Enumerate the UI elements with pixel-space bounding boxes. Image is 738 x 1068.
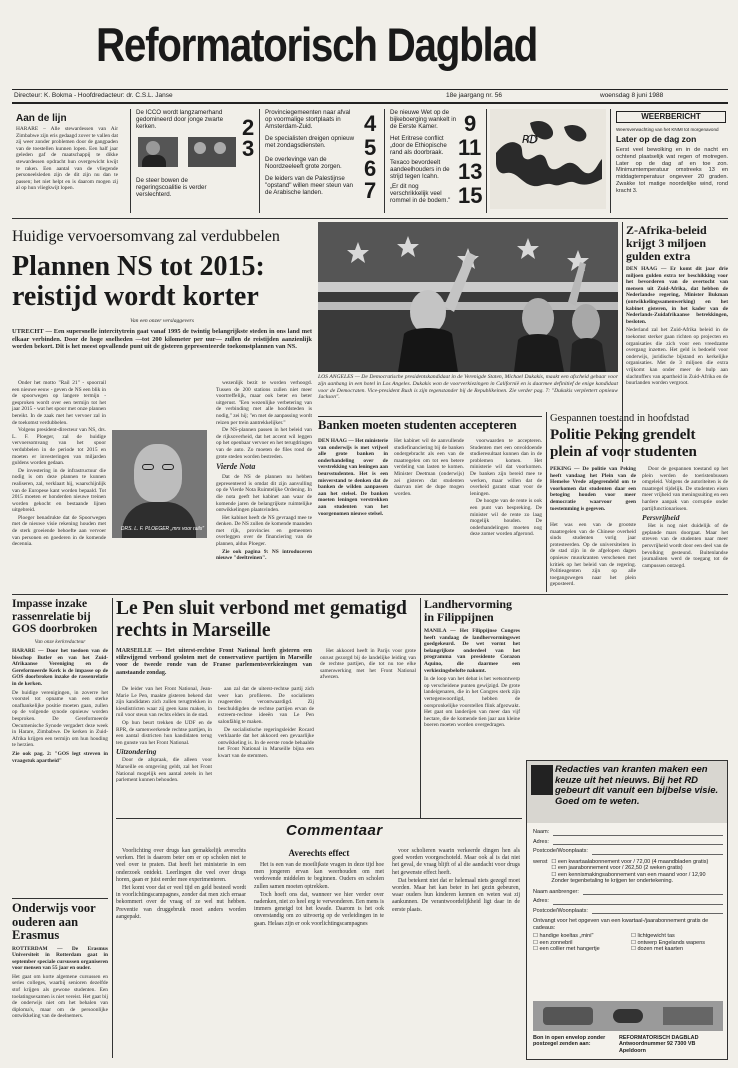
lepen-col1 — [116, 686, 212, 785]
gos-article — [12, 598, 108, 898]
page-number-7: 7 — [364, 178, 377, 203]
ad-field-name[interactable]: Naam: — [533, 829, 723, 836]
banken-body2: voorwaarden te accepteren. Studenten met een onvoldoende studieresultaat kunnen dan in de problemen komen. Het ministerie wil dat voorkomen. De banken zijn bereid mee te werken, maar willen dat de overheid garant staat voor de leningen. — [470, 438, 542, 497]
filipijnen-article — [424, 598, 520, 816]
commentaar-title: Averechts effect — [288, 848, 350, 858]
page-number-2: 2 — [242, 115, 255, 140]
ns-col1 — [12, 380, 106, 549]
ns-body2: Volgens president-directeur van NS, drs. L. F. Ploeger, zal de huidige vervoersomvang van het spoor verdubbelen in de periode tot 2015 en moeten er investeringen van miljarden guldens worden gedaan. — [12, 427, 106, 467]
ns-article — [12, 222, 312, 592]
weather-label: WEERBERICHT — [616, 111, 726, 123]
commentaar-text6: Dat betekent niet dat er helemaal niets gezegd moet worden. Maar het kan beter in het gezin gebeuren, waar ouders hun kinderen kennen en weten wat zij aankunnen. De verantwoordelijkheid ligt daar in de eerste plaats. — [392, 877, 520, 913]
peking-lead: PEKING — De politie van Peking heeft vandaag het Plein van de Hemelse Vrede afgegrendeld om te voorkomen dat studenten daar een betoging houden voor meer democratie waarvoor geen toestemming is gegeven. — [550, 466, 636, 512]
ns-ploeger-photo — [112, 430, 207, 538]
commentaar-col1 — [116, 848, 246, 922]
ad-field-postcode2[interactable]: Postcode/Woonplaats: — [533, 908, 723, 915]
ns-col3 — [216, 380, 312, 563]
banken-body1: Het kabinet wil de aanvullende studiefinanciering bij de banken ondergebracht als een van de maatregelen om tot een betere verdeling van lasten te komen. Minister Deetman (onderwijs) zei gisteren dat studenten daarvan niet de dupe mogen worden. — [394, 438, 464, 497]
lepen-body1: De leider van het Front National, Jean-Marie Le Pen, maakte gisteren bekend dat zijn kandidaten zich zullen terugtrekken in kiesdistricten waar zij geen kans maken, in ruil voor steun van rechts elders in de stad. — [116, 686, 212, 719]
ad-option-1[interactable]: ☐ een kwartaalabonnement voor / 72,00 (4 maandbladen gratis) — [551, 858, 709, 865]
teaser-title-lijn: Aan de lijn — [16, 113, 67, 124]
page-number-13: 13 — [458, 159, 483, 184]
teaser-noordzee: De overlevinge van de Noordzeeleeft grote zorgen. — [265, 156, 342, 171]
ad-gift-option[interactable]: ☐ een zonnebril — [533, 939, 573, 946]
erasmus-headline: Onderwijs voor ouderen aan Erasmus — [12, 901, 96, 942]
ad-field-address2[interactable]: Adres: — [533, 898, 723, 905]
ad-gift-option[interactable]: ☐ lichtgewicht tas — [631, 933, 675, 939]
commentaar-text1: Voorlichting over drugs kan gemakkelijk averechts werken. Het is daarom beter om er op scholen niet te veel over te praten. Dat heeft het ministerie in een onderzoek ontdekt. Leerlingen die veel over drugs horen, gaan er juist eerder mee experimenteren. — [116, 848, 246, 883]
zafrika-article — [626, 224, 728, 387]
gos-see: Zie ook pag. 2: "GOS legt streven in vraagstuk apartheid" — [12, 751, 108, 764]
la-photo — [318, 222, 618, 372]
banken-body3: De hoogte van de rente is ook een punt van bespreking. De minister wil de rente zo laag mogelijk houden. De onderhandelingen moeten nog deze zomer worden afgerond. — [470, 498, 542, 538]
ad-headline[interactable]: Redacties van kranten maken een keuze uit het nieuws. Bij het RD gebeurt dit vanuit een bijbelse visie. Goed om te weten. — [555, 764, 719, 807]
page-number-6: 6 — [364, 156, 377, 181]
masthead-directors: Directeur: K. Bokma - Hoofdredacteur: dr. C.S.L. Janse — [14, 92, 173, 99]
commentaar-text5: voor scholieren waarin verkeerde dingen hen als goed worden voorgeschoteld. Maar ook al is dat niet het geval, de vraag blijft of al die aandacht voor drugs het gewenste effect heeft. — [392, 848, 520, 876]
zafrika-body: Nederland zal het Zuid-Afrika beleid in de toekomst sterker gaan richten op projecten en organisaties die zich voor een vreedzame overgang inzetten. Het geld is bedoeld voor onderwijs, juridische bijstand en kerkelijke organisaties. Met de 3 miljoen die extra vrijkomt kan onder meer de hulp aan slachtoffers van apartheid in Zuid-Afrika en de buurlanden worden vergroot. — [626, 327, 728, 387]
ad-gift-text: Ontvangt voor het opgeven van een kwartaal-/jaarabonnement gratis de cadeaus: — [533, 918, 709, 931]
peking-body2: Door de gespannen toestand op het plein werden de toeristenbussen omgeleid. Volgens de autoriteiten is de maatregel tijdelijk. De studenten eisen meer vrijheid van meningsuiting en een hardere aanpak van corruptie onder partijfunctionarissen. — [642, 466, 728, 512]
ns-vierde-nota: Vierde Nota — [216, 462, 256, 472]
lepen-body6: Het akkoord heeft in Parijs voor grote onrust gezorgd bij de landelijke leiding van de rechtse partijen, die tot nu toe elke samenwerking met het Front National afwezen. — [320, 648, 416, 681]
ns-body3: De investering in de infrastructuur die nodig is om deze plannen te kunnen realiseren, zal, verklaart hij, waarschijnlijk van de Europese kant worden bepaald. Tot 2015 moeten er honderden nieuwe treinen worden gekocht en bestaande lijnen uitgebreid. — [12, 467, 106, 514]
ad-option-2[interactable]: ☐ een jaarabonnement voor / 262,50 (2 weken gratis) — [551, 865, 683, 871]
lepen-col3 — [320, 648, 416, 682]
teaser-texaco: Texaco bevordeelt aandeelhouders in de strijd tegen Icahn. — [390, 159, 450, 181]
banken-article — [318, 418, 542, 592]
ad-footer-label: Bon in open envelop zonder postzegel zenden aan: — [533, 1035, 606, 1048]
lepen-article — [116, 598, 416, 816]
page-number-11: 11 — [458, 135, 482, 160]
commentaar-label: Commentaar — [286, 822, 383, 839]
ad-banner — [527, 761, 728, 823]
ns-body6: De NS-plannen passen in het beleid van de rijksoverheid, dat het accent wil leggen op het openbaar vervoer en het terugdringen van de auto. Zo moeten de files rond de grote steden worden bestreden. — [216, 427, 312, 460]
weather-text: Eerst veel bewolking en in de nacht en ochtend plaatselijk wat regen of motregen. Later op de dag af en toe zon. Minimumtemperatuur omstreeks 13 en middagtemperatuur ongeveer 20 graden. Zwakke tot matige noordelijke wind, rond kracht 3. — [616, 147, 728, 194]
teaser-eritrese: Het Eritrese conflict „door de Ethiopische rand als doorbraak. — [390, 135, 447, 157]
ad-r-mark — [531, 765, 553, 795]
teaser-lijn-text: HARARE – Alle stewardessen van Air Zimbabwe zijn eris gedaagd zover te vallen dat zij weer zonder problemen door de gangpaden van de toestellen kunnen lopen. Een half jaar geleden gaf de maatschappij te dikke stewardessen opdracht hun overgewicht kwijt te raken. Een aantal van de vliegende personeelsleden zijn de dit zijn nu dan te passen; het niet helpt en is daarom mogen zij al op hun vliegkwijt lopen. — [16, 126, 118, 192]
zafrika-lead: DEN HAAG — Er komt dit jaar drie miljoen gulden extra ter beschikking voor het bevorderen van de overtocht van mensen uit Zuid-Afrika, dat hebben de Nederlandse regering, Minister Bukman (ontwikkelingssamenwerking) en het kabinet gisteren, in het kader van de Nederlands-Zuidafrikaanse betrekkingen, besloten. — [626, 266, 728, 325]
filipijnen-headline: Landhervorming in Filippijnen — [424, 597, 513, 624]
lepen-headline: Le Pen sluit verbond met gematigd rechts in Marseille — [116, 598, 407, 641]
weather-headline: Later op de dag zon — [616, 134, 697, 144]
lepen-body2: Op hun beurt trekken de UDF en de RPR, de samenwerkende rechtse partijen, in een aantal districten hun kandidaten terug ten gunste van het Front National. — [116, 719, 212, 746]
ns-body4: Ploeger benadrukte dat de Spoorwegen met de nieuwe visie rekening houden met de sterk groeiende behoefte aan vervoer van personen en goederen in de komende decennia. — [12, 514, 106, 548]
page-number-4: 4 — [364, 111, 377, 136]
teaser-icco: De ICCO wordt langzamerhand gedomineerd door jonge zwarte kerken. — [136, 109, 224, 131]
masthead-date: woensdag 8 juni 1988 — [600, 92, 664, 99]
page-number-15: 15 — [458, 183, 483, 208]
commentaar-text4: Toch hoeft ons dat, wanneer we hier verder over nadenken, niet zo heel erg te verwonderen. Een mens is immers geneigd tot het kwade. Daarom is het ook onverstandig om zo uitvoerig op de verleidingen in te gaan. Helaas zijn er ook voorlichtingscampagnes — [254, 891, 384, 927]
peking-body3: Het is nog niet duidelijk of de geplande mars doorgaat. Maar het streven van de studenten naar meer persvrijheid wordt door een deel van de bevolking gesteund. Buitenlandse journalisten werd de toegang tot de campussen ontzegd. — [642, 523, 728, 569]
ad-option-3[interactable]: ☐ een kennismakingsabonnement van een maand voor / 12,90 — [551, 871, 706, 878]
page-number-9: 9 — [464, 111, 477, 136]
ad-gift-option[interactable]: ☐ dozen met kaarten — [631, 946, 684, 952]
masthead-volume: 18e jaargang nr. 56 — [446, 92, 503, 99]
erasmus-lead: ROTTERDAM — De Erasmus Universiteit in Rotterdam gaat in september speciale cursussen organiseren voor mensen van 55 jaar en ouder. — [12, 945, 108, 972]
peking-col2 — [642, 466, 728, 570]
ad-gift-option[interactable]: ☐ handige koeltas „mini" — [533, 933, 594, 939]
teaser-afval: Provinciegemeenten naar afval op voormalige stortplaats in Amsterdam-Zuid. — [265, 109, 351, 131]
commentaar-text2: Het komt voor dat er veel tijd en geld besteed wordt in voorlichtingscampagnes, zonder dat men zich ernaar bekommert over de vraag of ze wel nut hebben. Preventie van druggebruik moet anders worden aangepakt. — [116, 885, 246, 920]
la-caption: LOS ANGELES — De Democratische presidentskandidaat in de Verenigde Staten, Michael Dukakis, maakt een afscheid gebaar voor zijn aanhang in een hotel in Los Angeles. Dukakis won de voorverkiezingen in Californië en is daarmee definitief de enige kandidaat voor de Democraten. Vice-president Bush is zijn tegenstander bij de Republikeinen. Zie verder pag. 7: "Dukakis verplettert opnieuw Jackson". — [318, 374, 618, 401]
ns-see: Zie ook pagina 9: NS introduceren nieuwe "deeltreinen". — [216, 548, 312, 562]
masthead-title: Reformatorisch Dagblad — [96, 18, 538, 71]
commentaar — [116, 820, 522, 1060]
masthead — [0, 0, 738, 108]
peking-persvrijheid: Persvrijheid — [642, 513, 680, 523]
banken-col3 — [470, 438, 542, 539]
erasmus-body: Het gaat om korte algemene cursussen en series colleges, waarbij senioren dezelfde stof krijgen als gewone studenten. Een toelatingsexamen is niet vereist. Het gaat bij de onderwijs niet om het behalen van diploma's, maar om de persoonlijke ontwikkeling van de deelnemers. — [12, 973, 108, 1020]
lepen-lead: MARSEILLE — Het uiterst-rechtse Front National heeft gisteren een stilzwijgend verbond gesloten met de conservatieve partijen in Marseille voor de tweede ronde van de Franse parlementsverkiezingen van aanstaande zondag. — [116, 648, 312, 676]
filipijnen-lead: MANILA — Het Filippijnse Congres heeft vandaag de landhervormingswet goedgekeurd. De wet vormt het belangrijkste onderdeel van het programma van presidente Corazon Aquino, die daarmee een verkiezingsbelofte nakomt. — [424, 628, 520, 674]
ns-byline: Van een onzer verslaggevers — [130, 318, 194, 324]
erasmus-article — [12, 902, 108, 1062]
ns-body8: Het kabinet heeft de NS gevraagd mee te denken. De NS zullen de komende maanden met rijk, provincies en gemeenten overleggen over de financiering van de plannen, aldus Ploeger. — [216, 514, 312, 548]
ns-lead: UTRECHT — Een supersnelle intercitytrein gaat vanaf 1995 de twintig belangrijkste steden in ons land met elkaar verbinden. Door de hoge snelheden —tot 200 kilometer per uur— zullen de reistijden aanzienlijk worden bekort. Dit is het meest opvallende punt uit de gisteren gepresenteerde toekomstplannen van NS. — [12, 328, 312, 351]
peking-headline: Politie Peking grendelt plein af voor studenten — [550, 427, 697, 460]
teaser-steer: De steer bowen de regeringscoalitie is verder verslechterd. — [136, 177, 207, 199]
gos-headline: Impasse inzake rassenrelatie bij GOS doorbroken — [12, 598, 98, 635]
page-number-3: 3 — [242, 136, 255, 161]
teaser-specialisten: De specialisten dreigen opnieuw met zondagsdiensten. — [265, 135, 355, 150]
page-number-5: 5 — [364, 135, 377, 160]
gos-byline: Van onze kerkredacteur — [34, 638, 86, 645]
ns-body7: Dat de NS de plannen nu hebben gepresenteerd is omdat dit zijn aanvulling op de Vierde Nota Ruimtelijke Ordening. In die nota geeft het kabinet aan waar de komende jaren de belangrijkste ruimtelijke ontwikkelingen plaatsvinden. — [216, 474, 312, 514]
ad-gift-option[interactable]: ☐ ontwerp Engelands wapens — [631, 939, 706, 946]
filipijnen-body: In de loop van het debat is het wetsontwerp op verscheidene punten gewijzigd. De grote landeigenaren, die in het Congres sterk zijn vertegenwoordigd, hebben de oorspronkelijke voorstellen flink afgezwakt. Het gaat om landerijen van meer dan vijf hectare, die de komende tien jaar aan kleine boeren moeten worden overgedragen. — [424, 676, 520, 729]
ns-headline: Plannen NS tot 2015: reistijd wordt korter — [12, 251, 265, 312]
lepen-body4: aan zal dat de uiterst-rechtse partij zich weer kan profileren. De socialisten reageerden verontwaardigd. Zij beschuldigden de rechtse partijen ervan de extreem-rechtse ideeën van Le Pen salonfähig te maken. — [218, 686, 314, 725]
teaser-palestijnse: De leiders van de Palestijnse "opstand" willen meer steun van de Arabische landen. — [265, 175, 353, 197]
globe-graphic — [490, 109, 606, 209]
subscription-ad — [526, 760, 728, 1060]
commentaar-text3: Het is een van de moeilijkste vragen in deze tijd hoe men jongeren ervan kan weerhouden om met verdovende middelen te beginnen. Ouders en scholen zullen samen moeten optrekken. — [254, 862, 384, 890]
teaser-photo-steer — [188, 137, 236, 167]
lepen-uitzondering: Uitzondering — [116, 747, 157, 757]
ad-field-postcode[interactable]: Postcode/Woonplaats: — [533, 848, 723, 855]
ad-option-4: Zonder tegenbetaling te krijgen ter ondertekening. — [551, 878, 674, 884]
teaser-rommel: „Er dit nog verschrikkelijk veel rommel in de bodem." — [390, 183, 451, 205]
commentaar-col3 — [392, 848, 520, 915]
ad-wenst-label: wenst — [533, 858, 548, 865]
lepen-col2 — [218, 686, 314, 761]
banken-lead: DEN HAAG — Het ministerie van onderwijs is met vrijwel alle grote banken in onderhandeling over de verstrekking van leningen aan beursstudenten. Het is een misverstand te denken dat de banken de wilden aanpassen aan het stelsel. De banken moeten leningen verstrekken aan studenten van het voorgenomen nieuwe stelsel. — [318, 438, 388, 517]
teaser-photo-icco — [138, 137, 178, 167]
ad-gift-option[interactable]: ☐ een collier met hangertje — [533, 946, 600, 952]
lepen-body5: De socialistische regeringsleider Rocard verklaarde dat het akkoord een gevaarlijke ontwikkeling is. In de eerste ronde behaalde het Front National in Marseille bijna een kwart van de stemmen. — [218, 726, 314, 759]
peking-body1: Het was een van de grootste maatregelen van de Chinese overheid sinds studenten vorig jaar protesteerden. Op de universiteiten in de stad zijn in de afgelopen dagen opnieuw muurkranten verschenen met kritiek op het beleid van de regering. Politieagenten zijn op alle toegangswegen naar het plein geposteerd. — [550, 522, 636, 588]
lepen-body3: Door de afspraak, die alleen voor Marseille en omgeving geldt, zal het Front National mogelijk een aantal zetels in het parlement kunnen behouden. — [116, 757, 212, 784]
teaser-bijkeboer: De nieuwe Wet op de bijkeboerging wankelt in de Eerste Kamer. — [390, 109, 457, 131]
ad-field-address[interactable]: Adres: — [533, 839, 723, 846]
ad-form — [533, 829, 723, 953]
gos-lead: HARARE — Door het toedoen van de bisschop Butler en van het Zuid-Afrikaanse Vereniging en de Gereformeerde Kerk is de impasse op de GOS doorbroken inzake de rassenrelatie in de kerken. — [12, 648, 108, 688]
ns-photo-caption: DRS. L. F. PLOEGER „mrs voor rails" — [120, 526, 204, 532]
teaser-strip — [12, 107, 728, 217]
ns-body5: wezenlijk bezit te worden verhoogd. Tussen de 200 stations zullen niet meer voortreffelijk, maar ook beter en beter uitgerust. "Een wezenlijke verbetering van de verbinding met alle hoofdsteden is nodig," zei hij; "en met de aanpassing wordt reizen per trein aantrekkelijker." — [216, 380, 312, 426]
peking-kicker: Gespannen toestand in hoofdstad — [550, 413, 690, 424]
zafrika-headline: Z-Afrika-beleid krijgt 3 miljoen gulden extra — [626, 223, 707, 263]
ad-product-photo — [533, 1001, 723, 1031]
peking-article — [550, 412, 728, 592]
ns-kicker: Huidige vervoersomvang zal verdubbelen — [12, 228, 280, 245]
commentaar-col2 — [254, 862, 384, 929]
ad-field-donor[interactable]: Naam aanbrenger: — [533, 889, 723, 896]
weather-forecast-by: Weersverwachting van het KNMI tot morgenavond — [616, 127, 719, 132]
gos-body: De huidige verenigingen, in zoverre het voorstel tot opname van een sterke onafhankelijke positie moeten gaan, zullen op de volgende synode opnieuw worden besproken. De Gereformeerde Oecumenische Synode vergadert deze week in Harare, Zimbabwe. De kerken in Zuid-Afrika krijgen een termijn om hun houding te herzien. — [12, 689, 108, 749]
ns-body1: Onder het motto "Rail 21" - spoorrail een nieuwe eeuw - geven de NS een blik in de spoorwegen op langere termijn - gesproken wordt over een termijn tot het jaar 2015 - wat het spoor met onze plannen bereikt. In de zaak met het vervoer zal in de toekomst verdubbelen. — [12, 380, 106, 426]
svg-text:RD: RD — [522, 133, 539, 146]
ad-footer-address: REFORMATORISCH DAGBLAD Antwoordnummer 92 7300 VB Apeldoorn — [619, 1035, 699, 1054]
banken-headline: Banken moeten studenten accepteren — [318, 418, 517, 432]
